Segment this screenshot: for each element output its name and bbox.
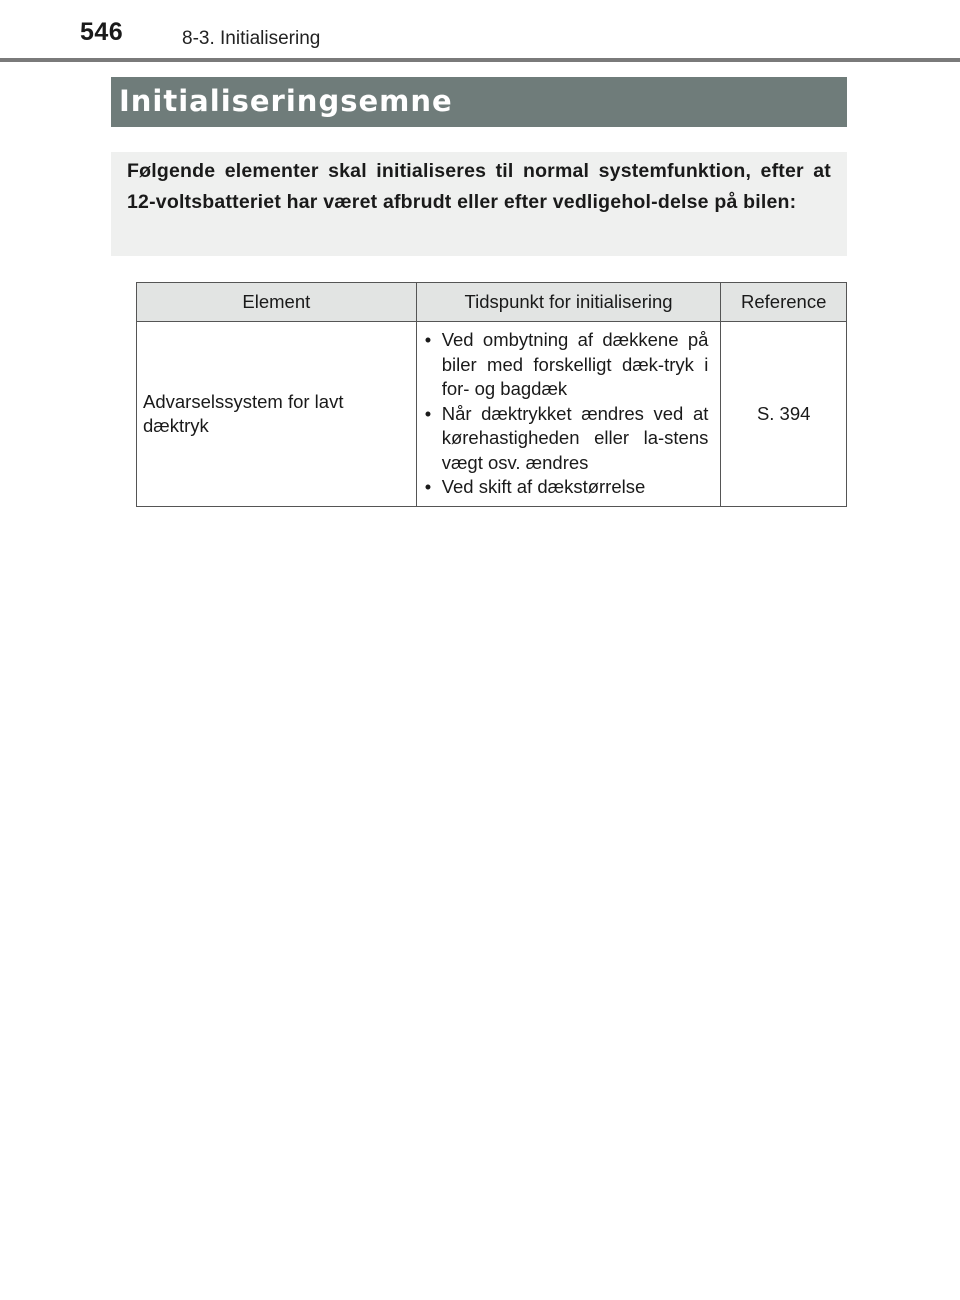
list-item [425,328,709,402]
table-row [137,322,847,507]
header-timing: Tidspunkt for initialisering [416,283,721,322]
cell-element: Advarselssystem for lavt dæktryk [137,322,417,507]
table-header-row [137,283,847,322]
bullet-icon: • [424,402,432,424]
intro-text: Følgende elementer skal initialiseres til normal systemfunktion, efter at 12-voltsbatteriet har været afbrudt eller efter vedligehol-delse på bilen: [127,160,831,213]
page-number: 546 [80,18,124,46]
list-item-text: Ved ombytning af dækkene på biler med forskelligt dæk-tryk i for- og bagdæk [441,329,709,400]
list-item-text: Når dæktrykket ændres ved at kørehastigheden eller la-stens vægt osv. ændres [441,402,709,473]
section-label: 8-3. Initialisering [182,28,321,49]
list-item [425,475,709,500]
header-reference: Reference [721,283,847,322]
header-rule [0,58,960,62]
bullet-icon: • [424,329,432,351]
cell-timing [416,322,721,507]
bullet-icon: • [424,476,432,498]
list-item [425,402,709,476]
timing-list [425,328,709,500]
cell-reference: S. 394 [721,322,847,507]
title-bar [111,77,847,127]
intro-box [111,152,847,256]
list-item-text: Ved skift af dækstørrelse [441,476,646,498]
initialization-table [136,282,847,507]
header-element: Element [137,283,417,322]
page-title: Initialiseringsemne [119,84,453,118]
